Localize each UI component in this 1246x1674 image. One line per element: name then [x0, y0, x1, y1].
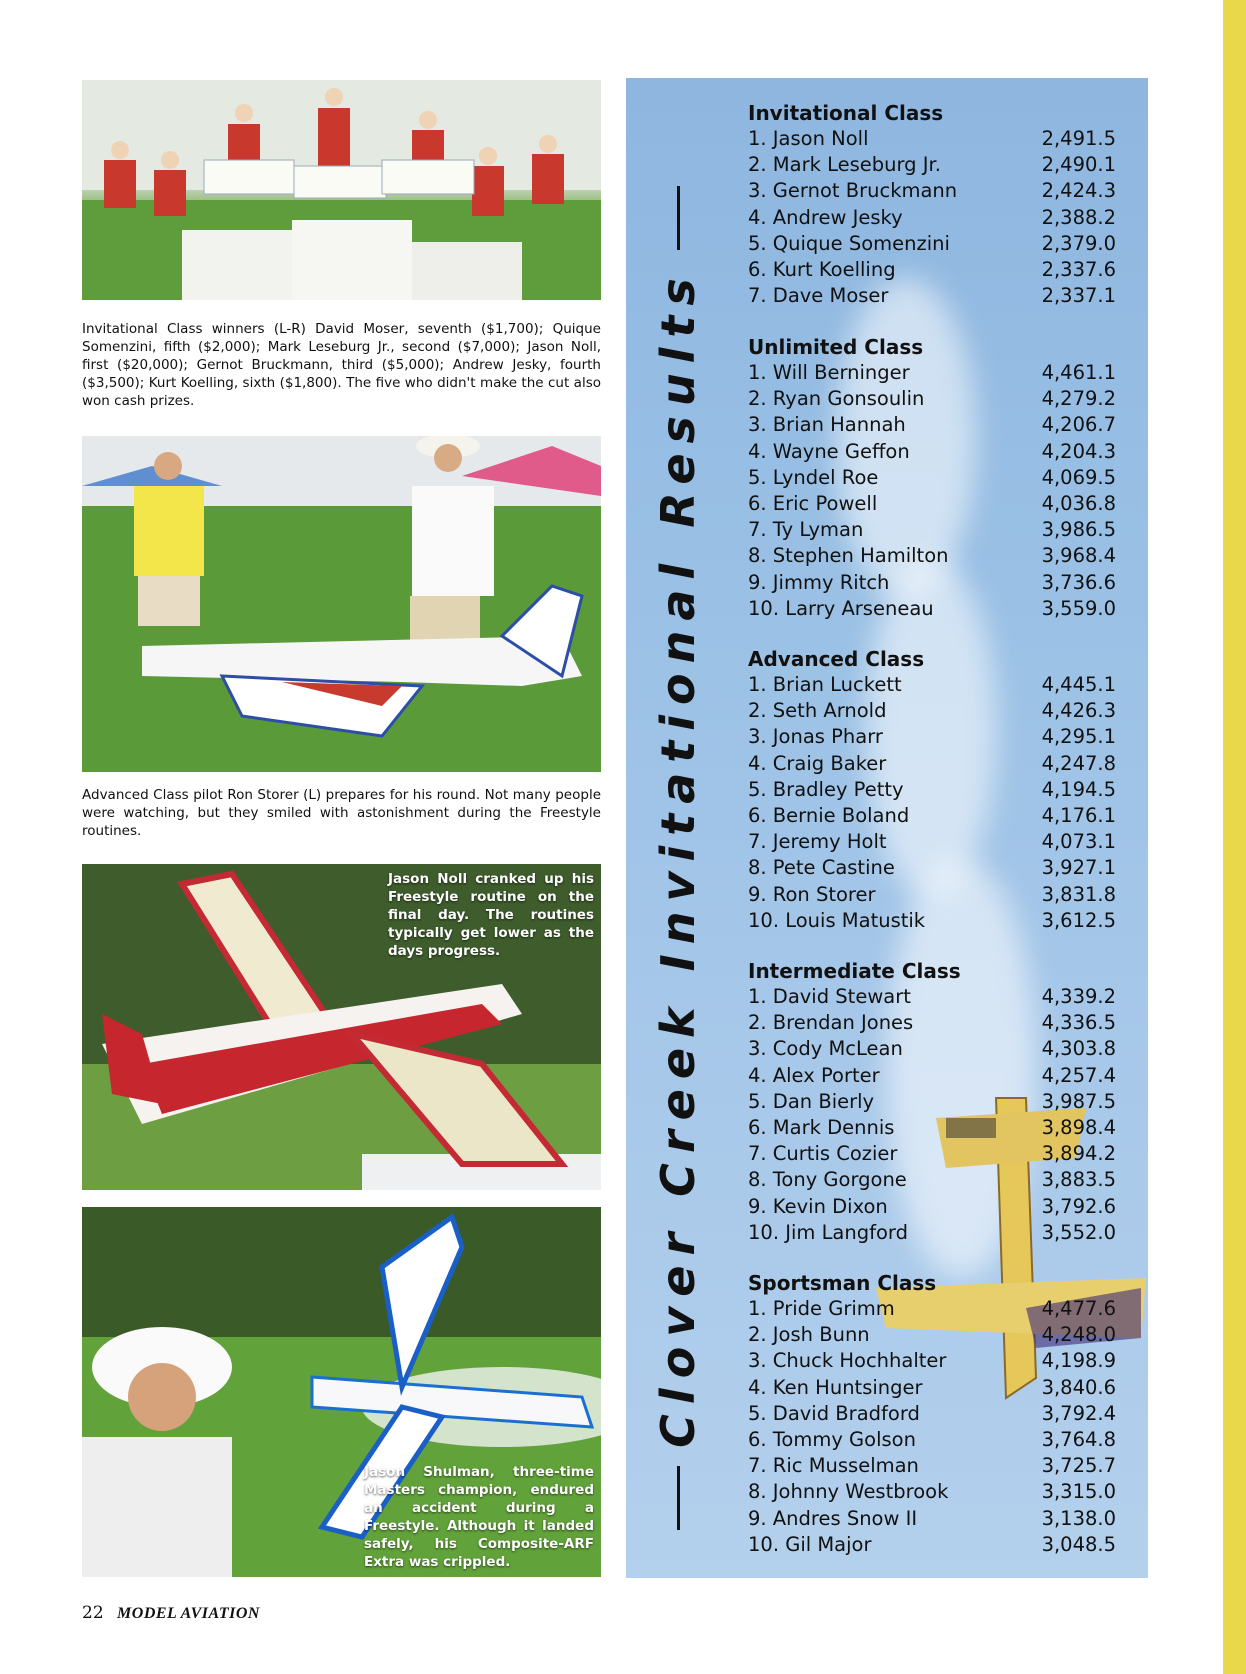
- pilot-name: 6. Bernie Boland: [748, 803, 910, 827]
- pilot-name: 7. Ty Lyman: [748, 518, 864, 542]
- pilot-score: 4,336.5: [1041, 1011, 1116, 1035]
- pilot-name: 3. Chuck Hochhalter: [748, 1349, 947, 1373]
- class-title: Intermediate Class: [748, 959, 961, 983]
- pilot-plane-photo: [82, 436, 601, 772]
- podium-caption: Invitational Class winners (L-R) David Moser, seventh ($1,700); Quique Somenzini, fifth ($2,000); Mark Leseburg Jr., second ($7,000); Jason Noll, first ($20,000); Gernot Bruckmann, third ($5,000); Andrew Jesky, fourth ($3,500); Kurt Koelling, sixth ($1,800). The five who didn't make the cut also won cash prizes.: [82, 321, 601, 409]
- result-row: [748, 751, 1116, 777]
- class-title: Sportsman Class: [748, 1271, 937, 1295]
- result-row: [748, 1348, 1116, 1374]
- pilot-name: 9. Kevin Dixon: [748, 1194, 888, 1218]
- pilot-score: 4,069.5: [1041, 465, 1116, 489]
- pilot-score: 4,477.6: [1041, 1297, 1116, 1320]
- result-row: [748, 672, 1116, 698]
- pilot-score: 4,279.2: [1041, 387, 1116, 411]
- pilot-name: 2. Josh Bunn: [748, 1323, 870, 1347]
- pilot-score: 4,303.8: [1041, 1037, 1116, 1061]
- pilot-score: 4,204.3: [1041, 439, 1116, 463]
- pilot-name: 10. Jim Langford: [748, 1220, 908, 1244]
- result-row: [748, 231, 1116, 257]
- pilot-name: 5. Bradley Petty: [748, 777, 904, 801]
- class-block: [748, 334, 1116, 622]
- pilot-score: 3,927.1: [1041, 856, 1116, 880]
- pilot-score: 2,379.0: [1041, 231, 1116, 255]
- result-row: [748, 205, 1116, 231]
- pilot-name: 6. Mark Dennis: [748, 1115, 895, 1139]
- pilot-score: 4,176.1: [1041, 803, 1116, 827]
- pilot-score: 3,987.5: [1041, 1089, 1116, 1113]
- pilot-score: 3,792.4: [1041, 1401, 1116, 1425]
- result-row: [748, 257, 1116, 283]
- result-row: [748, 178, 1116, 204]
- results-title-text: Clover Creek Invitational Results: [651, 268, 705, 1448]
- result-row: [748, 984, 1116, 1010]
- result-row: [748, 1194, 1116, 1220]
- class-block: [748, 646, 1116, 934]
- pilot-name: 2. Mark Leseburg Jr.: [748, 153, 941, 177]
- result-row: [748, 596, 1116, 622]
- class-title: Advanced Class: [748, 647, 925, 671]
- result-row: [748, 1375, 1116, 1401]
- pilot-score: 2,337.6: [1041, 257, 1116, 281]
- pilot-name: 6. Tommy Golson: [748, 1427, 916, 1451]
- result-row: [748, 1506, 1116, 1532]
- pilot-name: 5. Dan Bierly: [748, 1089, 875, 1113]
- class-block: [748, 958, 1116, 1246]
- result-row: [748, 698, 1116, 724]
- pilot-score: 3,840.6: [1041, 1375, 1116, 1399]
- result-row: [748, 803, 1116, 829]
- pilot-score: 4,194.5: [1041, 777, 1116, 801]
- pilot-name: 1. Jason Noll: [748, 127, 869, 150]
- pilot-name: 9. Andres Snow II: [748, 1506, 918, 1530]
- title-rule: [677, 1466, 680, 1530]
- red-plane-caption: Jason Noll cranked up his Freestyle routine on the final day. The routines typically get lower as the days progress.: [388, 871, 594, 959]
- pilot-name: 2. Ryan Gonsoulin: [748, 387, 925, 411]
- pilot-name: 5. Quique Somenzini: [748, 231, 950, 255]
- pilot-name: 7. Curtis Cozier: [748, 1142, 898, 1166]
- result-row: [748, 1532, 1116, 1558]
- pilot-name: 8. Pete Castine: [748, 856, 895, 880]
- result-row: [748, 1115, 1116, 1141]
- pilot-score: 3,764.8: [1041, 1427, 1116, 1451]
- pilot-name: 8. Johnny Westbrook: [748, 1480, 949, 1504]
- class-title: Unlimited Class: [748, 335, 924, 359]
- pilot-name: 10. Larry Arseneau: [748, 596, 934, 620]
- pilot-score: 3,725.7: [1041, 1454, 1116, 1478]
- pilot-score: 4,247.8: [1041, 751, 1116, 775]
- result-row: [748, 829, 1116, 855]
- pilot-name: 9. Ron Storer: [748, 882, 876, 906]
- pilot-name: 3. Gernot Bruckmann: [748, 179, 958, 203]
- pilot-score: 4,206.7: [1041, 413, 1116, 437]
- pilot-name: 1. Brian Luckett: [748, 673, 902, 696]
- pilot-score: 3,831.8: [1041, 882, 1116, 906]
- podium-illustration: [82, 80, 601, 300]
- result-row: [748, 386, 1116, 412]
- result-row: [748, 570, 1116, 596]
- result-row: [748, 491, 1116, 517]
- results-title: [648, 168, 708, 1548]
- pilot-name: 2. Seth Arnold: [748, 699, 887, 723]
- result-row: [748, 855, 1116, 881]
- pilot-score: 4,036.8: [1041, 491, 1116, 515]
- pilot-name: 7. Jeremy Holt: [748, 830, 887, 854]
- pilot-name: 1. Will Berninger: [748, 361, 910, 384]
- pilot-score: 4,339.2: [1041, 985, 1116, 1008]
- result-row: [748, 1167, 1116, 1193]
- pilot-name: 7. Ric Musselman: [748, 1454, 919, 1478]
- pilot-name: 8. Stephen Hamilton: [748, 544, 949, 568]
- result-row: [748, 1296, 1116, 1322]
- pilot-score: 2,337.1: [1041, 284, 1116, 308]
- result-row: [748, 1401, 1116, 1427]
- results-panel: [626, 78, 1148, 1578]
- result-row: [748, 1220, 1116, 1246]
- result-row: [748, 1089, 1116, 1115]
- pilot-score: 3,968.4: [1041, 544, 1116, 568]
- page-number: 22: [82, 1603, 104, 1623]
- result-row: [748, 412, 1116, 438]
- result-row: [748, 152, 1116, 178]
- pilot-name: 6. Eric Powell: [748, 491, 878, 515]
- pilot-score: 4,295.1: [1041, 725, 1116, 749]
- page-footer: [82, 1603, 260, 1623]
- result-row: [748, 126, 1116, 152]
- result-row: [748, 1036, 1116, 1062]
- pilot-score: 4,257.4: [1041, 1063, 1116, 1087]
- pilot-name: 1. David Stewart: [748, 985, 911, 1008]
- pilot-score: 3,612.5: [1041, 908, 1116, 932]
- result-row: [748, 1010, 1116, 1036]
- result-row: [748, 283, 1116, 309]
- pilot-score: 2,491.5: [1041, 127, 1116, 150]
- pilot-score: 4,248.0: [1041, 1323, 1116, 1347]
- result-row: [748, 1427, 1116, 1453]
- pilot-score: 4,073.1: [1041, 830, 1116, 854]
- result-row: [748, 1322, 1116, 1348]
- result-row: [748, 360, 1116, 386]
- pilot-score: 2,424.3: [1041, 179, 1116, 203]
- pilot-score: 3,894.2: [1041, 1142, 1116, 1166]
- pilot-name: 7. Dave Moser: [748, 284, 889, 308]
- pilot-name: 1. Pride Grimm: [748, 1297, 895, 1320]
- pilot-score: 3,792.6: [1041, 1194, 1116, 1218]
- result-row: [748, 1453, 1116, 1479]
- pilot-score: 4,461.1: [1041, 361, 1116, 384]
- result-row: [748, 1479, 1116, 1505]
- pilot-score: 3,883.5: [1041, 1168, 1116, 1192]
- pilot-name: 3. Cody McLean: [748, 1037, 903, 1061]
- title-rule: [677, 186, 680, 250]
- pilot-score: 3,986.5: [1041, 518, 1116, 542]
- pilot-name: 10. Louis Matustik: [748, 908, 926, 932]
- pilot-score: 3,138.0: [1041, 1506, 1116, 1530]
- result-row: [748, 777, 1116, 803]
- result-row: [748, 1063, 1116, 1089]
- publication-name: MODEL AVIATION: [117, 1605, 260, 1622]
- pilot-score: 4,426.3: [1041, 699, 1116, 723]
- pilot-caption: Advanced Class pilot Ron Storer (L) prepares for his round. Not many people were watching, but they smiled with astonishment during the Freestyle routines.: [82, 787, 601, 839]
- pilot-name: 6. Kurt Koelling: [748, 257, 896, 281]
- result-row: [748, 543, 1116, 569]
- pilot-name: 10. Gil Major: [748, 1532, 872, 1556]
- pilot-name: 4. Ken Huntsinger: [748, 1375, 923, 1399]
- result-row: [748, 724, 1116, 750]
- result-row: [748, 882, 1116, 908]
- pilot-illustration: [82, 436, 601, 772]
- red-plane-photo: [82, 864, 601, 1190]
- pilot-score: 3,898.4: [1041, 1115, 1116, 1139]
- class-block: [748, 1270, 1116, 1558]
- pilot-score: 3,315.0: [1041, 1480, 1116, 1504]
- pilot-score: 4,198.9: [1041, 1349, 1116, 1373]
- pilot-name: 4. Andrew Jesky: [748, 205, 903, 229]
- class-block: [748, 100, 1116, 309]
- class-title: Invitational Class: [748, 101, 944, 125]
- pilot-name: 5. Lyndel Roe: [748, 465, 879, 489]
- pilot-score: 4,445.1: [1041, 673, 1116, 696]
- pilot-score: 2,490.1: [1041, 153, 1116, 177]
- result-row: [748, 908, 1116, 934]
- checkered-plane-caption: Jason Shulman, three-time Masters champion, endured an accident during a Freestyle. Although it landed safely, his Composite-ARF Extra was crippled.: [364, 1464, 594, 1570]
- pilot-name: 3. Brian Hannah: [748, 413, 906, 437]
- pilot-name: 3. Jonas Pharr: [748, 725, 883, 749]
- checkered-plane-photo: [82, 1207, 601, 1577]
- pilot-name: 8. Tony Gorgone: [748, 1168, 907, 1192]
- result-row: [748, 517, 1116, 543]
- pilot-score: 2,388.2: [1041, 205, 1116, 229]
- pilot-name: 4. Wayne Geffon: [748, 439, 910, 463]
- pilot-name: 5. David Bradford: [748, 1401, 920, 1425]
- result-row: [748, 439, 1116, 465]
- pilot-score: 3,559.0: [1041, 596, 1116, 620]
- pilot-score: 3,552.0: [1041, 1220, 1116, 1244]
- pilot-name: 9. Jimmy Ritch: [748, 570, 890, 594]
- pilot-name: 4. Craig Baker: [748, 751, 887, 775]
- pilot-score: 3,736.6: [1041, 570, 1116, 594]
- result-row: [748, 1141, 1116, 1167]
- pilot-score: 3,048.5: [1041, 1532, 1116, 1556]
- pilot-name: 2. Brendan Jones: [748, 1011, 914, 1035]
- podium-photo: [82, 80, 601, 300]
- pilot-name: 4. Alex Porter: [748, 1063, 880, 1087]
- page-edge-strip: [1223, 0, 1246, 1674]
- result-row: [748, 465, 1116, 491]
